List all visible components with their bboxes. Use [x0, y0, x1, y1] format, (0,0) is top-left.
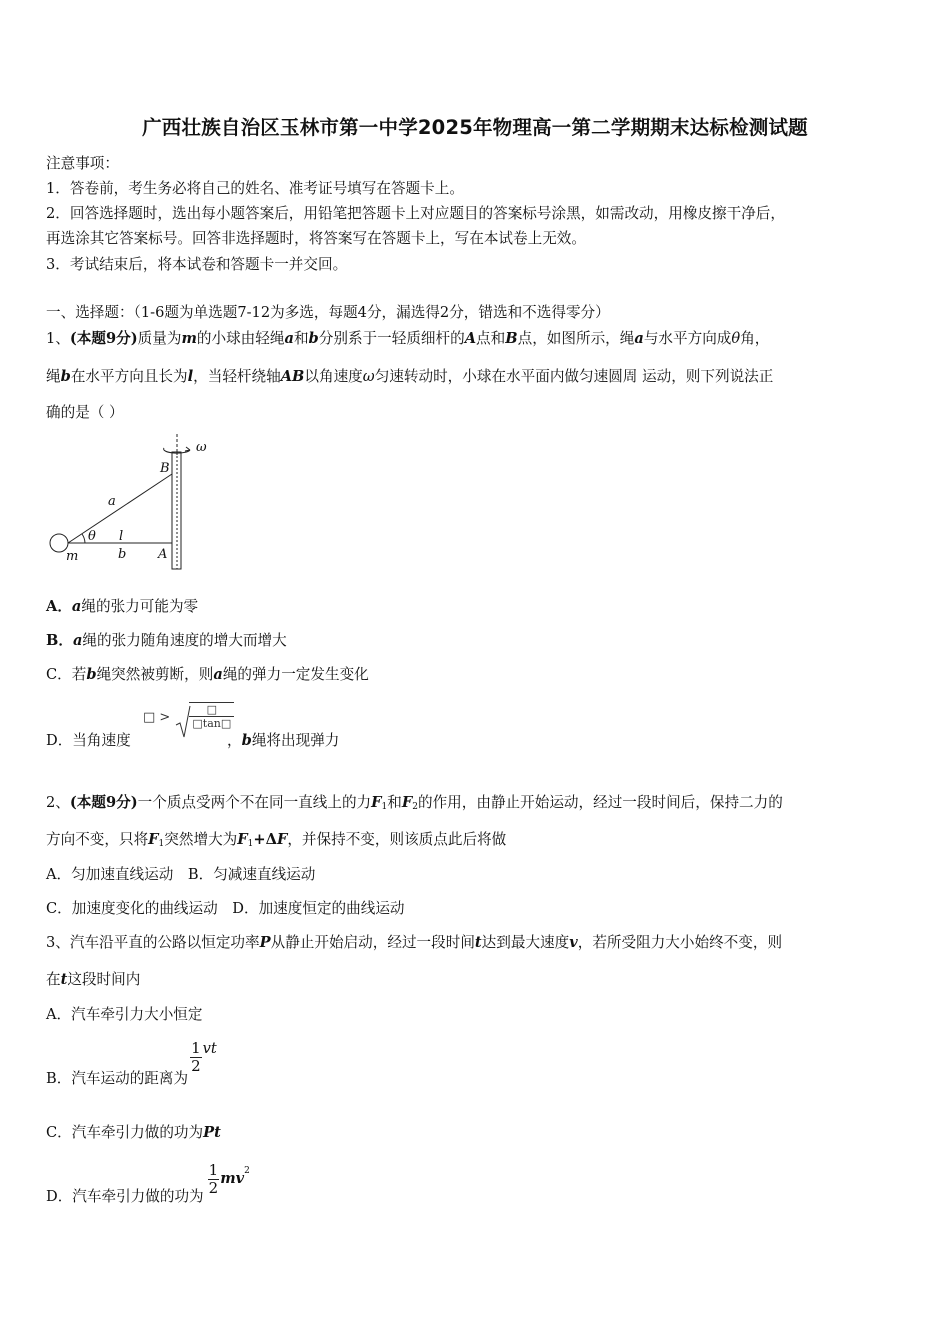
- q2-line-1: [46, 791, 783, 812]
- q2-var-F: F: [237, 831, 248, 848]
- q2-var-F: F: [371, 794, 382, 811]
- q2-text: 方向不变，只将: [46, 831, 149, 848]
- option-var: b: [241, 732, 252, 749]
- q3-text: 达到最大速度: [481, 934, 570, 951]
- frac-den: 2: [191, 1056, 201, 1075]
- q1-text: ，当轻杆绕轴: [193, 368, 281, 385]
- q3-option-d: [46, 1152, 250, 1205]
- option-var: vt: [202, 1040, 217, 1057]
- q1-var-m: m: [181, 330, 197, 347]
- q1-option-d-rest: [227, 729, 339, 750]
- option-var: b: [86, 666, 97, 683]
- q1-figure: [40, 430, 240, 575]
- q1-option-d-formula: [143, 703, 234, 737]
- q2-text: 一个质点受两个不在同一直线上的力: [137, 794, 372, 811]
- q3-line-2: [46, 968, 140, 989]
- option-text: ，: [227, 732, 242, 749]
- q1-text: 在水平方向且长为: [70, 368, 188, 385]
- frac-num: 1: [208, 1161, 219, 1179]
- q3-text: 这段时间内: [67, 971, 141, 988]
- q3-line-1: [46, 931, 782, 952]
- option-label: B．: [46, 632, 73, 649]
- q1-text: 以角速度: [304, 368, 363, 385]
- q1-text: 和: [293, 330, 309, 347]
- label-m: m: [66, 549, 79, 564]
- q2-text: ，并保持不变，则该质点此后将做: [287, 831, 507, 848]
- q3-option-c: [46, 1121, 221, 1142]
- q2-var-F: F: [148, 831, 159, 848]
- q1-var-l: l: [187, 368, 194, 385]
- option-text: 绳的张力可能为零: [81, 598, 199, 615]
- q1-var-a: a: [284, 330, 294, 347]
- q1-number: 1、: [46, 330, 70, 347]
- notice-item-2: 2．回答选择题时，选出每小题答案后，用铅笔把答题卡上对应题目的答案标号涂黑，如需改动，用橡皮擦干净后，: [46, 205, 785, 222]
- q1-text: 与水平方向成: [643, 330, 732, 347]
- option-text: 绳的张力随角速度的增大而增大: [82, 632, 287, 649]
- q1-var-b: b: [308, 330, 319, 347]
- q2-text: 突然增大为: [164, 831, 238, 848]
- q1-text: 匀速转动时，小球在水平面内做匀速圆周 运动，则下列说法正: [374, 368, 774, 385]
- q1-line-2: [46, 365, 773, 386]
- q1-score: (本题9分): [69, 330, 138, 347]
- q2-sub: 1: [247, 839, 254, 849]
- option-label: A．: [46, 598, 72, 615]
- formula-lhs: □ >: [143, 709, 171, 725]
- q3-text: 3、汽车沿平直的公路以恒定功率: [46, 934, 260, 951]
- q1-var-A: A: [464, 330, 477, 347]
- q3-var-t: t: [474, 934, 482, 951]
- q1-var-AB: AB: [280, 368, 305, 385]
- formula-den: □tan□: [192, 717, 232, 730]
- option-text: 绳突然被剪断，则: [96, 666, 214, 683]
- q3-text: 在: [46, 971, 61, 988]
- q1-line-1: [46, 327, 769, 348]
- q1-text: 质量为: [137, 330, 182, 347]
- q3-option-a: A．汽车牵引力大小恒定: [46, 1006, 203, 1023]
- option-label: D．当角速度: [46, 732, 131, 749]
- q1-option-c: [46, 663, 369, 684]
- q2-sub: 2: [412, 802, 418, 812]
- frac-num: 1: [191, 1039, 201, 1057]
- q1-text: 的小球由轻绳: [196, 330, 285, 347]
- q1-text: 绳: [46, 368, 61, 385]
- fraction: [208, 1162, 220, 1196]
- notice-item-3: 3．考试结束后，将本试卷和答题卡一并交回。: [46, 256, 348, 273]
- q2-text: 和: [387, 794, 402, 811]
- q3-var-v: v: [569, 934, 578, 951]
- q1-option-b: [46, 629, 287, 650]
- q3-option-b: [46, 1036, 217, 1087]
- q2-options-ab: A．匀加速直线运动 B．匀减速直线运动: [46, 866, 316, 883]
- option-var: Pt: [203, 1124, 221, 1141]
- label-theta: θ: [88, 529, 96, 544]
- label-a: a: [108, 494, 116, 509]
- label-l: l: [119, 529, 124, 544]
- q2-var-F: F: [401, 794, 413, 811]
- page-title: 广西壮族自治区玉林市第一中学2025年物理高一第二学期期末达标检测试题: [142, 116, 808, 139]
- option-label: B．汽车运动的距离为: [46, 1070, 189, 1087]
- q1-text: 点，如图所示，绳: [517, 330, 635, 347]
- option-text: 绳的弹力一定发生变化: [222, 666, 369, 683]
- q1-var-B: B: [505, 330, 518, 347]
- frac-den: 2: [208, 1178, 219, 1197]
- q1-var-a: a: [634, 330, 644, 347]
- q2-sub: 1: [158, 839, 165, 849]
- q1-var-theta: θ: [731, 330, 741, 347]
- q1-line-3: 确的是（ ）: [46, 404, 124, 421]
- q1-option-d: [46, 729, 131, 750]
- formula-num: □: [189, 703, 234, 717]
- q2-var-F: F: [276, 831, 288, 848]
- fraction: [190, 1040, 202, 1074]
- notice-heading: 注意事项：: [46, 155, 119, 172]
- option-text: 绳将出现弹力: [251, 732, 340, 749]
- q2-text: 的作用，由静止开始运动，经过一段时间后，保持二力的: [417, 794, 783, 811]
- option-label: C．若: [46, 666, 87, 683]
- label-B: B: [160, 461, 170, 476]
- q1-text: 角，: [740, 330, 770, 347]
- q1-var-omega: ω: [362, 368, 375, 385]
- option-var: a: [71, 598, 82, 615]
- q1-text: 点和: [476, 330, 506, 347]
- q2-score: (本题9分): [69, 794, 138, 811]
- q3-text: 从静止开始启动，经过一段时间: [270, 934, 475, 951]
- angle-arc: [82, 534, 85, 543]
- option-label: D．汽车牵引力做的功为: [46, 1188, 204, 1205]
- label-A: A: [158, 547, 168, 562]
- q2-line-2: [46, 828, 506, 849]
- option-label: C．汽车牵引力做的功为: [46, 1124, 204, 1141]
- q2-number: 2、: [46, 794, 70, 811]
- option-sup: 2: [244, 1166, 250, 1177]
- q2-options-cd: C．加速度变化的曲线运动 D．加速度恒定的曲线运动: [46, 900, 405, 917]
- rotation-arrowhead: [185, 447, 190, 451]
- label-b: b: [118, 547, 127, 562]
- option-var: a: [72, 632, 83, 649]
- q2-sub: 1: [381, 802, 388, 812]
- notice-item-1: 1．答卷前，考生务必将自己的姓名、准考证号填写在答题卡上。: [46, 180, 464, 197]
- q3-var-t: t: [60, 971, 68, 988]
- q1-var-b: b: [60, 368, 71, 385]
- section-heading: 一、选择题：（1-6题为单选题7-12为多选，每题4分，漏选得2分，错选和不选得零分）: [46, 304, 610, 321]
- q3-text: ，若所受阻力大小始终不变，则: [577, 934, 783, 951]
- q1-text: 分别系于一轻质细杆的: [318, 330, 465, 347]
- q2-text: +Δ: [253, 831, 277, 848]
- option-var: mv: [220, 1170, 245, 1187]
- q1-option-a: [46, 595, 198, 616]
- label-omega: ω: [196, 440, 207, 455]
- option-var: a: [213, 666, 223, 683]
- q3-var-P: P: [259, 934, 271, 951]
- notice-item-2-cont: 再选涂其它答案标号。回答非选择题时，将答案写在答题卡上，写在本试卷上无效。: [46, 230, 586, 247]
